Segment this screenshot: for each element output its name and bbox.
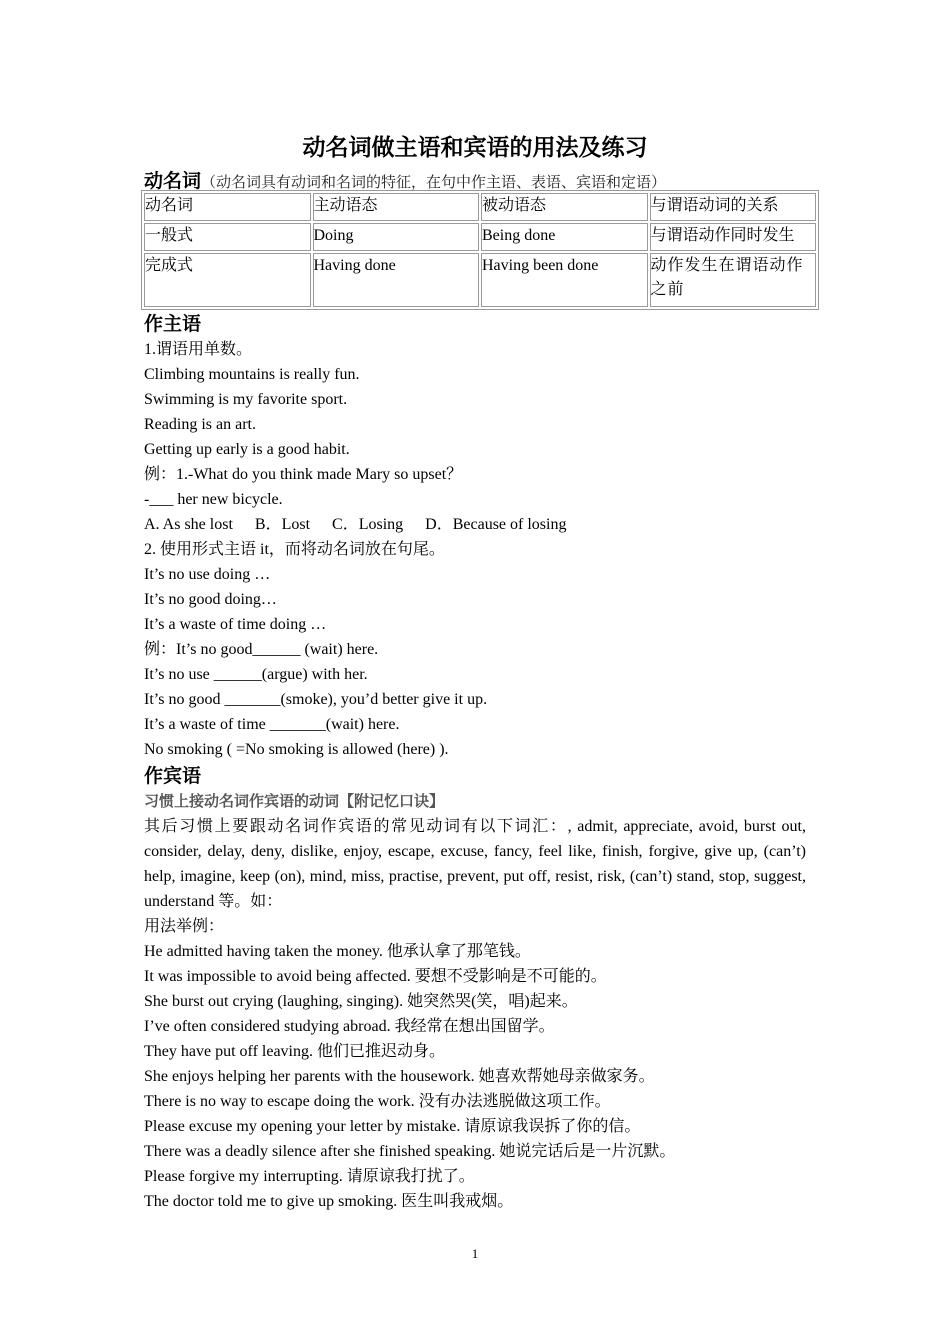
option-b: B．Lost [254,516,311,533]
text-line: It’s no use ______(argue) with her. [144,666,368,683]
text-line: It’s no good _______(smoke), you’d better give it up. [144,691,488,708]
examples-label: 用法举例： [144,918,225,935]
example-line: She burst out crying (laughing, singing). 她突然哭(笑，唱)起来。 [144,993,578,1010]
example-line: She enjoys helping her parents with the housework. 她喜欢帮她母亲做家务。 [144,1068,655,1085]
text-line: Getting up early is a good habit. [144,441,350,458]
example-line: I’ve often considered studying abroad. 我经常在想出国留学。 [144,1018,555,1035]
table-row [144,253,816,307]
table-cell: Having done [313,253,480,307]
text-line: It’s no use doing … [144,566,271,583]
text-line: Swimming is my favorite sport. [144,391,348,408]
table-row [144,223,816,251]
option-d: D．Because of losing [425,516,567,533]
text-line: -___ her new bicycle. [144,491,283,508]
text-line: No smoking ( =No smoking is allowed (here) ). [144,741,449,758]
table-cell: Being done [481,223,648,251]
table-cell: 动名词 [144,193,311,221]
table-cell: 与谓语动作同时发生 [650,223,817,251]
table-cell: 动作发生在谓语动作之前 [650,253,817,307]
text-line: 例：1.-What do you think made Mary so upset？ [144,466,463,483]
subject-heading: 作主语 [144,313,202,335]
page-number: 1 [471,1246,479,1261]
text-line: It’s no good doing… [144,591,277,608]
example-line: It was impossible to avoid being affected. 要想不受影响是不可能的。 [144,968,607,985]
verb-list-paragraph: 其后习惯上要跟动名词作宾语的常见动词有以下词汇：, admit, appreciate, avoid, burst out, consider, delay, deny, dislike, enjoy, escape, excuse, fancy, feel like, finish, forgive, give up, (can’t) help, imagine, keep (on), mind, miss, practise, prevent, put off, resist, risk, (can’t) stand, stop, suggest, understand 等。如： [144,818,806,910]
example-line: There is no way to escape doing the work. 没有办法逃脱做这项工作。 [144,1093,611,1110]
example-line: Please excuse my opening your letter by mistake. 请原谅我误拆了你的信。 [144,1118,641,1135]
table-cell: 主动语态 [313,193,480,221]
table-cell: 一般式 [144,223,311,251]
text-line: 1.谓语用单数。 [144,341,253,358]
answer-options [144,512,806,537]
text-line: 2. 使用形式主语 it，而将动名词放在句尾。 [144,541,445,558]
object-heading: 作宾语 [144,765,202,787]
table-cell: 被动语态 [481,193,648,221]
table-cell: Having been done [481,253,648,307]
example-line: The doctor told me to give up smoking. 医生叫我戒烟。 [144,1193,514,1210]
page-title: 动名词做主语和宾语的用法及练习 [302,135,648,161]
table-cell: 完成式 [144,253,311,307]
text-line: It’s a waste of time doing … [144,616,327,633]
example-line: They have put off leaving. 他们已推迟动身。 [144,1043,445,1060]
option-c: C．Losing [332,516,404,533]
table-cell: 与谓语动词的关系 [650,193,817,221]
intro-heading-line [144,170,806,192]
object-subheading: 习惯上接动名词作宾语的动词【附记忆口诀】 [144,792,445,810]
document-page [144,130,806,1214]
intro-heading: 动名词 [144,170,202,192]
text-line: Reading is an art. [144,416,256,433]
text-line: It’s a waste of time _______(wait) here. [144,716,400,733]
example-line: There was a deadly silence after she finished speaking. 她说完话后是一片沉默。 [144,1143,676,1160]
text-line: 例：It’s no good______ (wait) here. [144,641,379,658]
table-row [144,193,816,221]
table-cell: Doing [313,223,480,251]
gerund-forms-table [141,190,819,310]
example-line: Please forgive my interrupting. 请原谅我打扰了。 [144,1168,475,1185]
intro-note: （动名词具有动词和名词的特征，在句中作主语、表语、宾语和定语） [201,175,667,191]
option-a: A. As she lost [144,516,233,533]
text-line: Climbing mountains is really fun. [144,366,360,383]
example-line: He admitted having taken the money. 他承认拿了那笔钱。 [144,943,531,960]
